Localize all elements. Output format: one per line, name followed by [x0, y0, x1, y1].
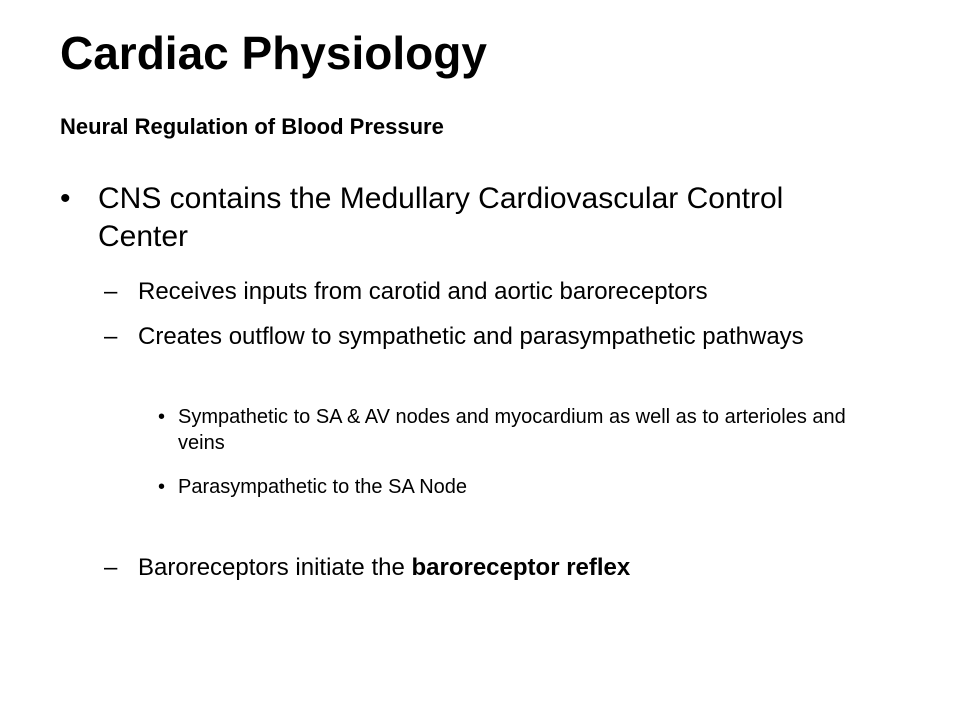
- subbullet-text: Creates outflow to sympathetic and parasympathetic pathways: [138, 323, 804, 350]
- dash-marker: –: [104, 554, 118, 581]
- subsubbullet-text: Sympathetic to SA & AV nodes and myocardium as well as to arterioles and veins: [178, 406, 846, 454]
- bullet-marker: •: [60, 182, 71, 215]
- bullet-text: CNS contains the Medullary Cardiovascular Control Center: [98, 182, 784, 253]
- slide-subtitle: Neural Regulation of Blood Pressure: [60, 114, 444, 139]
- subbullet-baroreceptor-reflex: [104, 552, 904, 584]
- subbullet-creates-outflow: [104, 321, 904, 353]
- bullet-marker: •: [158, 406, 166, 428]
- subsubbullet-sympathetic: [158, 404, 878, 456]
- reflex-intro-text: Baroreceptors initiate the: [138, 554, 412, 581]
- bullet-cns-control-center: [60, 180, 860, 256]
- subsubbullet-parasympathetic: [158, 474, 878, 500]
- slide-title: Cardiac Physiology: [60, 27, 487, 79]
- dash-marker: –: [104, 323, 118, 350]
- bullet-marker: •: [158, 476, 166, 498]
- reflex-term: baroreceptor reflex: [411, 554, 631, 581]
- subbullet-text: Receives inputs from carotid and aortic baroreceptors: [138, 278, 708, 305]
- subbullet-text: [104, 552, 904, 584]
- subsubbullet-text: Parasympathetic to the SA Node: [178, 476, 468, 498]
- subbullet-receives-inputs: [104, 276, 904, 308]
- dash-marker: –: [104, 278, 118, 305]
